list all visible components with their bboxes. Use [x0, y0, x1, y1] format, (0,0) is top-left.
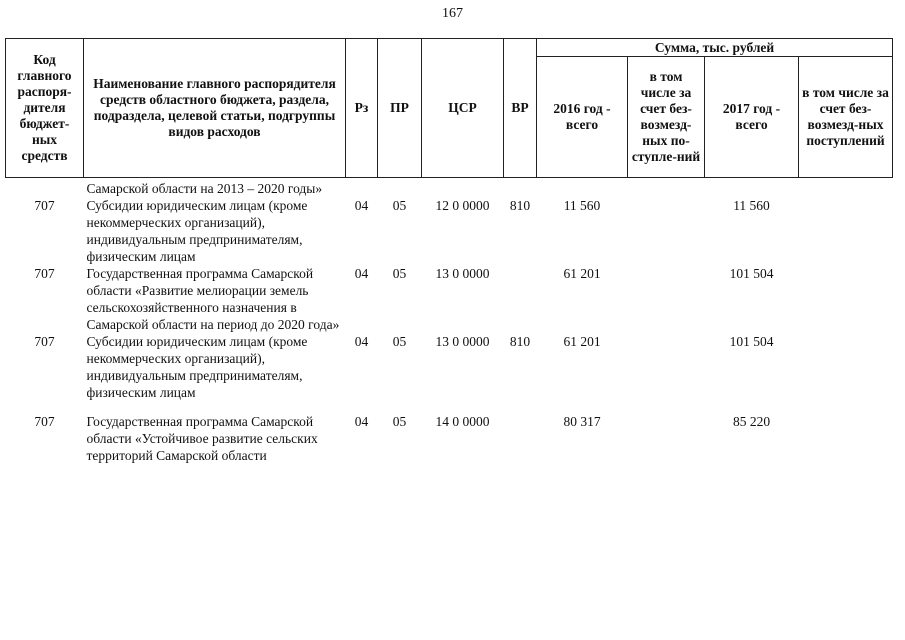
table-row: [6, 178, 893, 198]
cell-name: Государственная программа Самарской области «Устойчивое развитие сельских территорий Самарской области: [86, 414, 318, 463]
cell-pr: 05: [392, 334, 407, 349]
cell-2016-total: 80 317: [563, 414, 601, 429]
table-row: [6, 413, 893, 464]
header-rz: Рз: [346, 39, 378, 178]
cell-pr: 05: [392, 266, 407, 281]
cell-rz: 04: [354, 198, 369, 213]
header-name: Наименование главного распорядителя средств областного бюджета, раздела, подраздела, целевой статьи, подгруппы видов расходов: [84, 39, 346, 178]
header-2017-total: 2017 год - всего: [705, 57, 799, 178]
header-2016-free: в том числе за счет без-возмезд-ных по-ступле-ний: [628, 57, 705, 178]
cell-2016-free: [628, 197, 705, 265]
cell-pr: [378, 178, 422, 198]
cell-code: 707: [34, 334, 55, 349]
cell-2016-free: [628, 265, 705, 333]
cell-name: Самарской области на 2013 – 2020 годы»: [86, 181, 323, 196]
cell-name: Субсидии юридическим лицам (кроме некоммерческих организаций), индивидуальным предпринимателям, физическим лицам: [86, 198, 308, 264]
cell-code: 707: [34, 414, 55, 429]
cell-pr: 05: [392, 414, 407, 429]
cell-2017-total: 101 504: [729, 334, 774, 349]
cell-2017-total: 11 560: [733, 198, 770, 213]
cell-2016-free: [628, 178, 705, 198]
cell-rz: 04: [354, 334, 369, 349]
cell-2016-total: 11 560: [563, 198, 601, 213]
cell-code: [6, 178, 84, 198]
header-2016-total: 2016 год - всего: [537, 57, 628, 178]
cell-2016-total: [537, 178, 628, 198]
cell-rz: 04: [354, 266, 369, 281]
cell-rz: [346, 178, 378, 198]
cell-2016-total: 61 201: [563, 266, 601, 281]
cell-code: 707: [34, 198, 55, 213]
cell-csr: 14 0 0000: [435, 414, 490, 429]
cell-2017-total: 101 504: [729, 266, 774, 281]
cell-name: Государственная программа Самарской области «Развитие мелиорации земель сельскохозяйственного назначения в Самарской области на период до 2020 года»: [86, 266, 340, 332]
cell-2017-total: 85 220: [732, 414, 771, 429]
header-vr: ВР: [504, 39, 537, 178]
cell-vr: 810: [509, 198, 531, 213]
table-row: [6, 333, 893, 401]
header-csr: ЦСР: [422, 39, 504, 178]
cell-2016-total: 61 201: [563, 334, 601, 349]
cell-vr: [504, 413, 537, 464]
cell-csr: [422, 178, 504, 198]
cell-pr: 05: [392, 198, 407, 213]
cell-vr: [504, 178, 537, 198]
cell-2017-free: [799, 265, 893, 333]
cell-2017-total: [705, 178, 799, 198]
header-sum: Сумма, тыс. рублей: [537, 39, 893, 57]
cell-csr: 12 0 0000: [435, 198, 490, 213]
table-row: [6, 265, 893, 333]
cell-csr: 13 0 0000: [435, 266, 490, 281]
cell-rz: 04: [354, 414, 369, 429]
cell-vr: [504, 265, 537, 333]
cell-2017-free: [799, 178, 893, 198]
cell-csr: 13 0 0000: [435, 334, 490, 349]
header-pr: ПР: [378, 39, 422, 178]
budget-table: [5, 38, 893, 464]
header-2017-free: в том числе за счет без-возмезд-ных поступлений: [799, 57, 893, 178]
cell-2017-free: [799, 197, 893, 265]
cell-2017-free: [799, 333, 893, 401]
cell-2016-free: [628, 333, 705, 401]
table-row: [6, 197, 893, 265]
cell-2016-free: [628, 413, 705, 464]
cell-code: 707: [34, 266, 55, 281]
row-spacer: [6, 401, 893, 413]
cell-name: Субсидии юридическим лицам (кроме некоммерческих организаций), индивидуальным предпринимателям, физическим лицам: [86, 334, 308, 400]
cell-2017-free: [799, 413, 893, 464]
header-code: Код главного распоря-дителя бюджет-ных средств: [6, 39, 84, 178]
cell-vr: 810: [509, 334, 531, 349]
page-number: 167: [442, 6, 463, 21]
